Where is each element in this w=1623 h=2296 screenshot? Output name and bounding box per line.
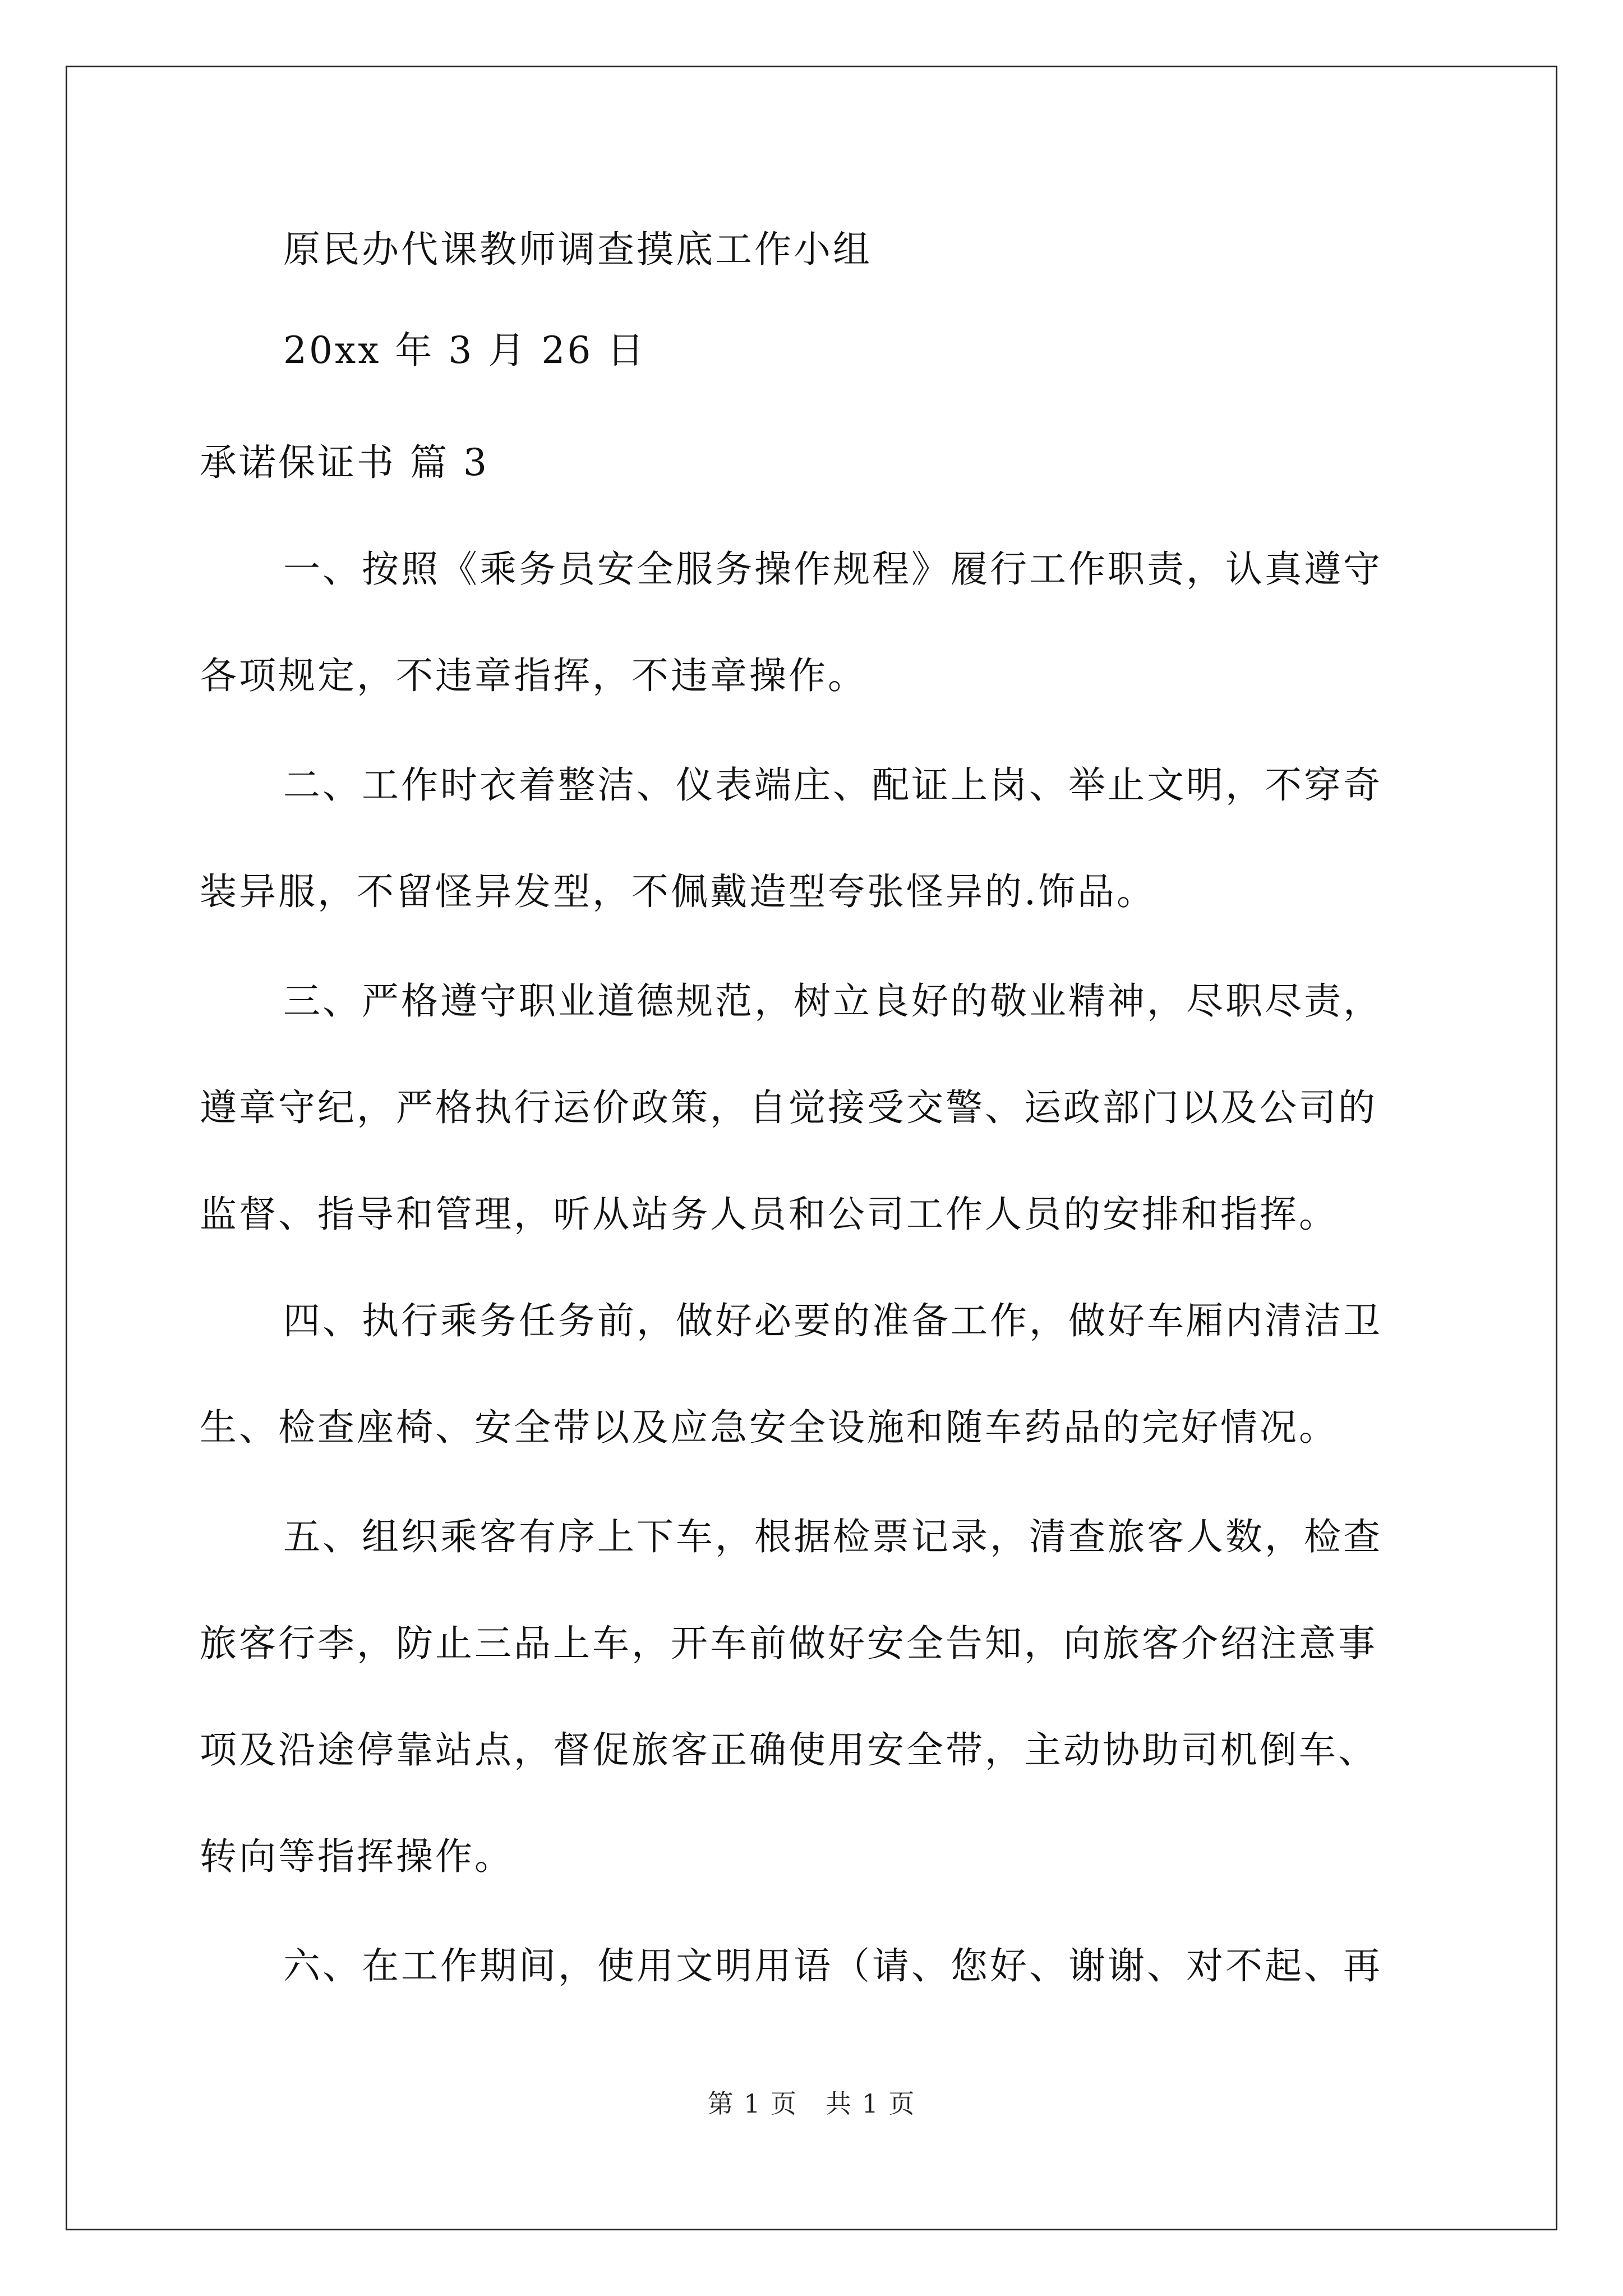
paragraph-2-line-1: 二、工作时衣着整洁、仪表端庄、配证上岗、举止文明，不穿奇 [283, 763, 1382, 807]
page-number-total: 共 1 页 [826, 2088, 916, 2119]
paragraph-3-line-2: 遵章守纪，严格执行运价政策，自觉接受交警、运政部门以及公司的 [200, 1086, 1377, 1129]
section-title: 承诺保证书 篇 3 [200, 441, 489, 484]
paragraph-4-line-2: 生、检查座椅、安全带以及应急安全设施和随车药品的完好情况。 [200, 1406, 1338, 1449]
paragraph-5-line-1: 五、组织乘客有序上下车，根据检票记录，清查旅客人数，检查 [283, 1515, 1382, 1558]
page-number-current: 第 1 页 [707, 2088, 797, 2119]
paragraph-5-line-3: 项及沿途停靠站点，督促旅客正确使用安全带，主动协助司机倒车、 [200, 1728, 1377, 1772]
closing-date: 20xx 年 3 月 26 日 [283, 329, 647, 372]
page-border [66, 66, 1557, 2230]
paragraph-1-line-1: 一、按照《乘务员安全服务操作规程》履行工作职责，认真遵守 [283, 547, 1382, 591]
paragraph-5-line-2: 旅客行李，防止三品上车，开车前做好安全告知，向旅客介绍注意事 [200, 1622, 1377, 1665]
paragraph-2-line-2: 装异服，不留怪异发型，不佩戴造型夸张怪异的.饰品。 [200, 870, 1156, 913]
paragraph-4-line-1: 四、执行乘务任务前，做好必要的准备工作，做好车厢内清洁卫 [283, 1299, 1382, 1342]
paragraph-3-line-3: 监督、指导和管理，听从站务人员和公司工作人员的安排和指挥。 [200, 1193, 1338, 1236]
paragraph-6-line-1: 六、在工作期间，使用文明用语（请、您好、谢谢、对不起、再 [283, 1944, 1382, 1987]
paragraph-3-line-1: 三、严格遵守职业道德规范，树立良好的敬业精神，尽职尽责， [283, 979, 1382, 1023]
paragraph-5-line-4: 转向等指挥操作。 [200, 1835, 514, 1878]
paragraph-1-line-2: 各项规定，不违章指挥，不违章操作。 [200, 654, 867, 697]
closing-organization: 原民办代课教师调查摸底工作小组 [283, 228, 872, 271]
page-footer [0, 2087, 1623, 2120]
